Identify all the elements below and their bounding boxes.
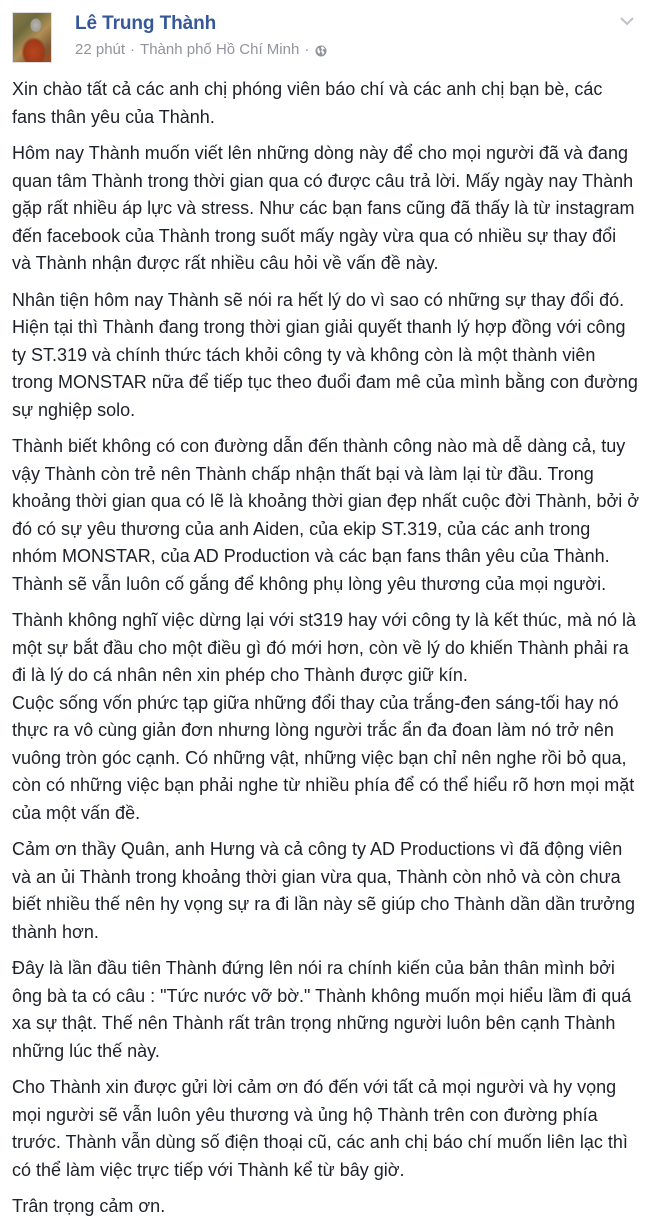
- post-timestamp-link[interactable]: 22 phút: [75, 41, 126, 58]
- paragraph-text: Thành biết không có con đường dẫn đến thành công nào mà dễ dàng cả, tuy vậy Thành còn trẻ nên Thành chấp nhận thất bại và làm lại từ đầu. Trong khoảng thời gian qua có lẽ là khoảng thời gian đẹp nhất cuộc đời Thành, bởi ở đó có sự yêu thương của anh Aiden, của ekip ST.319, của các anh trong nhóm MONSTAR, của AD Production và các bạn fans thân yêu của Thành. Thành sẽ vẫn luôn cố gắng để không phụ lòng yêu thương của mọi người.: [12, 436, 640, 594]
- meta-separator: ·: [130, 41, 136, 58]
- author-avatar[interactable]: [12, 12, 52, 63]
- paragraph-text: Nhân tiện hôm nay Thành sẽ nói ra hết lý do vì sao có những sự thay đổi đó. Hiện tại thì Thành đang trong thời gian giải quyết thanh lý hợp đồng với công ty ST.319 và chính thức tách khỏi công ty và không còn là một thành viên trong MONSTAR nữa để tiếp tục theo đuổi đam mê của mình bằng con đường sự nghiệp solo.: [12, 289, 638, 420]
- paragraph-text: Thành không nghĩ việc dừng lại với st319 hay với công ty là kết thúc, mà nó là một sự bắt đầu cho một điều gì đó mới hơn, còn về lý do khiến Thành phải ra đi là lý do cá nhân nên xin phép cho Thành được giữ kín.: [12, 610, 637, 685]
- paragraph-text: Đây là lần đầu tiên Thành đứng lên nói ra chính kiến của bản thân mình bởi ông bà ta có câu : "Tức nước vỡ bờ." Thành không muốn mọi hiểu lầm đi quá xa sự thật. Thế nên Thành rất trân trọng những người luôn bên cạnh Thành những lúc thế này.: [12, 958, 632, 1061]
- post-paragraph: [12, 1193, 640, 1221]
- post-paragraph: [12, 955, 640, 1065]
- post-options-button[interactable]: [618, 14, 636, 28]
- post-paragraph: [12, 287, 640, 425]
- post-paragraph: [12, 76, 640, 131]
- author-name-link[interactable]: Lê Trung Thành: [75, 13, 217, 34]
- post-body: [12, 76, 640, 1230]
- post-header: [0, 0, 650, 70]
- paragraph-text: Cảm ơn thầy Quân, anh Hưng và cả công ty AD Productions vì đã động viên và an ủi Thành trong khoảng thời gian vừa qua, Thành còn nhỏ và còn chưa biết nhiều thế nên hy vọng sự ra đi lần này sẽ giúp cho Thành dần dần trưởng thành hơn.: [12, 839, 635, 942]
- paragraph-text: Trân trọng cảm ơn.: [12, 1196, 166, 1216]
- chevron-down-icon: [618, 14, 636, 28]
- post-paragraph: [12, 140, 640, 278]
- post-paragraph: [12, 1074, 640, 1184]
- globe-icon[interactable]: [315, 44, 327, 56]
- post-paragraph: [12, 607, 640, 827]
- paragraph-text: Hôm nay Thành muốn viết lên những dòng này để cho mọi người đã và đang quan tâm Thành trong thời gian qua có được câu trả lời. Mấy ngày nay Thành gặp rất nhiều áp lực và stress. Như các bạn fans cũng đã thấy là từ instagram đến facebook của Thành trong suốt mấy ngày vừa qua có nhiều sự thay đổi và Thành nhận được rất nhiều câu hỏi về vấn đề này.: [12, 143, 635, 273]
- meta-separator: ·: [304, 41, 310, 58]
- paragraph-text: Cuộc sống vốn phức tạp giữa những đổi thay của trắng-đen sáng-tối hay nó thực ra vô cùng giản đơn nhưng lòng người trắc ẩn đa đoan làm nó trở nên vuông tròn góc cạnh. Có những vật, những việc bạn chỉ nên nghe rồi bỏ qua, còn có những việc bạn phải nghe từ nhiều phía để có thể hiểu rõ hơn mọi mặt của một vấn đề.: [12, 692, 635, 823]
- post-paragraph: [12, 433, 640, 598]
- post-meta: [75, 41, 327, 58]
- paragraph-text: Cho Thành xin được gửi lời cảm ơn đó đến với tất cả mọi người và hy vọng mọi người sẽ vẫn luôn yêu thương và ủng hộ Thành trên con đường phía trước. Thành vẫn dùng số điện thoại cũ, các anh chị báo chí muốn liên lạc thì có thể làm việc trực tiếp với Thành kể từ bây giờ.: [12, 1077, 628, 1180]
- post-location-link[interactable]: Thành phố Hồ Chí Minh: [140, 41, 300, 58]
- paragraph-text: Xin chào tất cả các anh chị phóng viên báo chí và các anh chị bạn bè, các fans thân yêu của Thành.: [12, 79, 603, 127]
- post-paragraph: [12, 836, 640, 946]
